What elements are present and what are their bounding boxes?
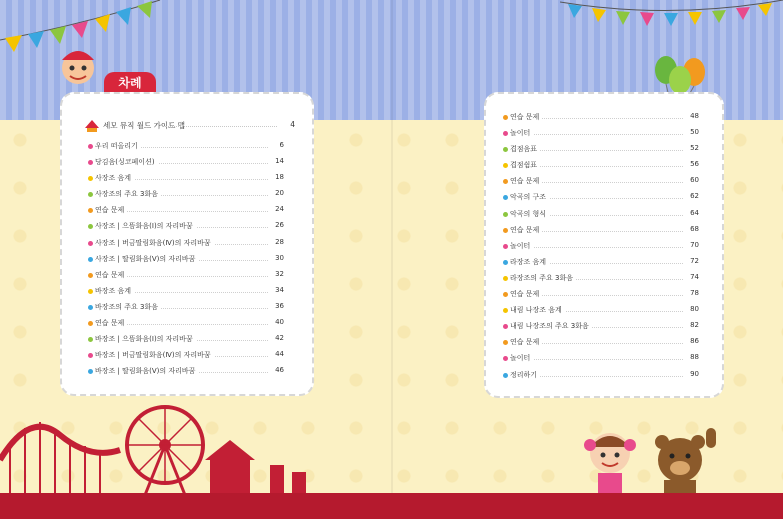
bullet-dot-icon — [88, 305, 93, 310]
toc-item[interactable] — [503, 305, 699, 321]
toc-item-label: 놀이터 — [510, 128, 533, 138]
toc-item-page: 46 — [275, 366, 284, 375]
toc-item-label: 바장조 | 으뜸화음(Ⅰ)의 자리바꿈 — [95, 334, 196, 344]
toc-item[interactable] — [88, 334, 284, 350]
toc-item-page: 32 — [275, 269, 284, 278]
toc-item[interactable] — [88, 173, 284, 189]
toc-item[interactable] — [503, 257, 699, 273]
toc-item-label: 라장조의 주요 3화음 — [510, 273, 576, 283]
bullet-dot-icon — [88, 273, 93, 278]
toc-item-page: 40 — [275, 318, 284, 327]
bullet-dot-icon — [503, 356, 508, 361]
toc-item[interactable] — [503, 241, 699, 257]
toc-item[interactable] — [503, 273, 699, 289]
toc-list-right — [503, 112, 699, 386]
bullet-dot-icon — [503, 147, 508, 152]
bullet-dot-icon — [503, 308, 508, 313]
toc-item-page: 82 — [690, 321, 699, 330]
guide-map-entry[interactable] — [85, 120, 295, 132]
toc-item[interactable] — [503, 337, 699, 353]
toc-item-label: 악곡의 구조 — [510, 192, 549, 202]
bullet-dot-icon — [88, 289, 93, 294]
toc-item-label: 내림 나장조의 주요 3화음 — [510, 321, 592, 331]
bullet-dot-icon — [503, 292, 508, 297]
toc-item-page: 70 — [690, 240, 699, 249]
guide-page: 4 — [290, 120, 295, 129]
toc-item-label: 사장조 | 버금딸림화음(Ⅳ)의 자리바꿈 — [95, 238, 214, 248]
toc-item-label: 바장조의 주요 3화음 — [95, 302, 161, 312]
bullet-dot-icon — [503, 340, 508, 345]
bullet-dot-icon — [88, 321, 93, 326]
toc-item[interactable] — [88, 286, 284, 302]
bullet-dot-icon — [503, 276, 508, 281]
bullet-dot-icon — [88, 257, 93, 262]
toc-item[interactable] — [503, 209, 699, 225]
toc-item-label: 라장조 음계 — [510, 257, 549, 267]
toc-item-page: 34 — [275, 285, 284, 294]
toc-item[interactable] — [503, 160, 699, 176]
toc-item[interactable] — [88, 141, 284, 157]
toc-item[interactable] — [503, 144, 699, 160]
toc-item-label: 연습 문제 — [95, 205, 127, 215]
toc-item[interactable] — [88, 302, 284, 318]
toc-item-label: 연습 문제 — [510, 176, 542, 186]
toc-item-label: 연습 문제 — [510, 112, 542, 122]
toc-item-label: 겹점음표 — [510, 144, 540, 154]
toc-item-page: 56 — [690, 160, 699, 169]
toc-item-page: 20 — [275, 189, 284, 198]
mascot-icon — [52, 40, 104, 92]
toc-item-label: 바장조 | 버금딸림화음(Ⅳ)의 자리바꿈 — [95, 350, 214, 360]
amusement-park-silhouette — [0, 390, 330, 495]
toc-item-page: 50 — [690, 128, 699, 137]
bullet-dot-icon — [503, 260, 508, 265]
toc-item-page: 24 — [275, 205, 284, 214]
toc-item-label: 연습 문제 — [95, 318, 127, 328]
toc-item-page: 26 — [275, 221, 284, 230]
guide-label: 세모 뮤직 월드 가이드 맵 — [103, 121, 185, 130]
toc-item-page: 14 — [275, 157, 284, 166]
toc-list-left — [88, 141, 284, 382]
bullet-dot-icon — [503, 244, 508, 249]
toc-item-page: 48 — [690, 112, 699, 120]
toc-item[interactable] — [88, 189, 284, 205]
bullet-dot-icon — [88, 208, 93, 213]
toc-item[interactable] — [503, 353, 699, 369]
toc-item-page: 62 — [690, 192, 699, 201]
bullet-dot-icon — [88, 176, 93, 181]
leader-dots — [510, 247, 683, 248]
toc-item-label: 바장조 | 딸림화음(Ⅴ)의 자리바꿈 — [95, 366, 198, 376]
bullet-dot-icon — [88, 353, 93, 358]
toc-item-page: 42 — [275, 334, 284, 343]
toc-item[interactable] — [503, 176, 699, 192]
tent-icon — [85, 120, 99, 132]
toc-item-label: 내림 나장조 음계 — [510, 305, 565, 315]
toc-item[interactable] — [503, 225, 699, 241]
toc-item-label: 사장조 | 으뜸화음(Ⅰ)의 자리바꿈 — [95, 221, 196, 231]
toc-item[interactable] — [88, 238, 284, 254]
toc-item[interactable] — [503, 192, 699, 208]
toc-item-page: 60 — [690, 176, 699, 185]
toc-item[interactable] — [88, 366, 284, 382]
toc-item-label: 당김음(싱코페이션) — [95, 157, 158, 167]
bullet-dot-icon — [88, 241, 93, 246]
bullet-dot-icon — [503, 373, 508, 378]
toc-item[interactable] — [503, 321, 699, 337]
toc-item-page: 80 — [690, 305, 699, 314]
bear-character-icon — [640, 428, 720, 498]
toc-item-page: 18 — [275, 173, 284, 182]
toc-item[interactable] — [503, 128, 699, 144]
bullet-dot-icon — [503, 324, 508, 329]
toc-item-page: 30 — [275, 253, 284, 262]
bullet-dot-icon — [88, 144, 93, 149]
leader-dots — [510, 134, 683, 135]
toc-item-label: 놀이터 — [510, 241, 533, 251]
toc-item-label: 정리하기 — [510, 370, 540, 380]
toc-item-page: 6 — [279, 141, 284, 149]
toc-item-page: 78 — [690, 289, 699, 298]
toc-item-label: 연습 문제 — [510, 225, 542, 235]
toc-item-label: 겹점쉼표 — [510, 160, 540, 170]
toc-item-label: 악곡의 형식 — [510, 209, 549, 219]
toc-item[interactable] — [88, 270, 284, 286]
toc-item[interactable] — [88, 350, 284, 366]
toc-item[interactable] — [88, 254, 284, 270]
toc-item[interactable] — [88, 221, 284, 237]
toc-item-label: 우리 떠올리기 — [95, 141, 141, 151]
toc-item-page: 90 — [690, 369, 699, 378]
toc-item-label: 바장조 음계 — [95, 286, 134, 296]
toc-item-label: 연습 문제 — [510, 337, 542, 347]
toc-item-label: 사장조 음계 — [95, 173, 134, 183]
toc-item-page: 28 — [275, 237, 284, 246]
toc-item[interactable] — [88, 318, 284, 334]
toc-item-page: 72 — [690, 256, 699, 265]
bullet-dot-icon — [503, 228, 508, 233]
toc-item[interactable] — [503, 112, 699, 128]
bullet-dot-icon — [503, 163, 508, 168]
bullet-dot-icon — [88, 160, 93, 165]
toc-item-label: 놀이터 — [510, 353, 533, 363]
girl-character-icon — [580, 425, 640, 495]
bullet-dot-icon — [88, 337, 93, 342]
toc-item-page: 86 — [690, 337, 699, 346]
toc-item-label: 사장조의 주요 3화음 — [95, 189, 161, 199]
bullet-dot-icon — [503, 115, 508, 120]
toc-item-page: 88 — [690, 353, 699, 362]
toc-item[interactable] — [503, 370, 699, 386]
book-spine — [391, 0, 393, 519]
toc-item[interactable] — [88, 157, 284, 173]
bullet-dot-icon — [503, 131, 508, 136]
leader-dots — [510, 359, 683, 360]
toc-item-page: 68 — [690, 224, 699, 233]
page-title: 차례 — [104, 72, 156, 94]
bullet-dot-icon — [88, 369, 93, 374]
toc-item-page: 44 — [275, 350, 284, 359]
toc-item-label: 사장조 | 딸림화음(Ⅴ)의 자리바꿈 — [95, 254, 198, 264]
toc-item-page: 36 — [275, 301, 284, 310]
bullet-dot-icon — [503, 195, 508, 200]
bunting-flags-right — [560, 0, 783, 40]
toc-item[interactable] — [88, 205, 284, 221]
toc-item-page: 52 — [690, 144, 699, 153]
bullet-dot-icon — [503, 212, 508, 217]
toc-item[interactable] — [503, 289, 699, 305]
toc-item-label: 연습 문제 — [95, 270, 127, 280]
toc-item-page: 74 — [690, 272, 699, 281]
bottom-bar — [0, 493, 783, 519]
toc-item-page: 64 — [690, 208, 699, 217]
leader-dots — [165, 126, 277, 127]
toc-item-label: 연습 문제 — [510, 289, 542, 299]
bullet-dot-icon — [503, 179, 508, 184]
bullet-dot-icon — [88, 224, 93, 229]
bullet-dot-icon — [88, 192, 93, 197]
